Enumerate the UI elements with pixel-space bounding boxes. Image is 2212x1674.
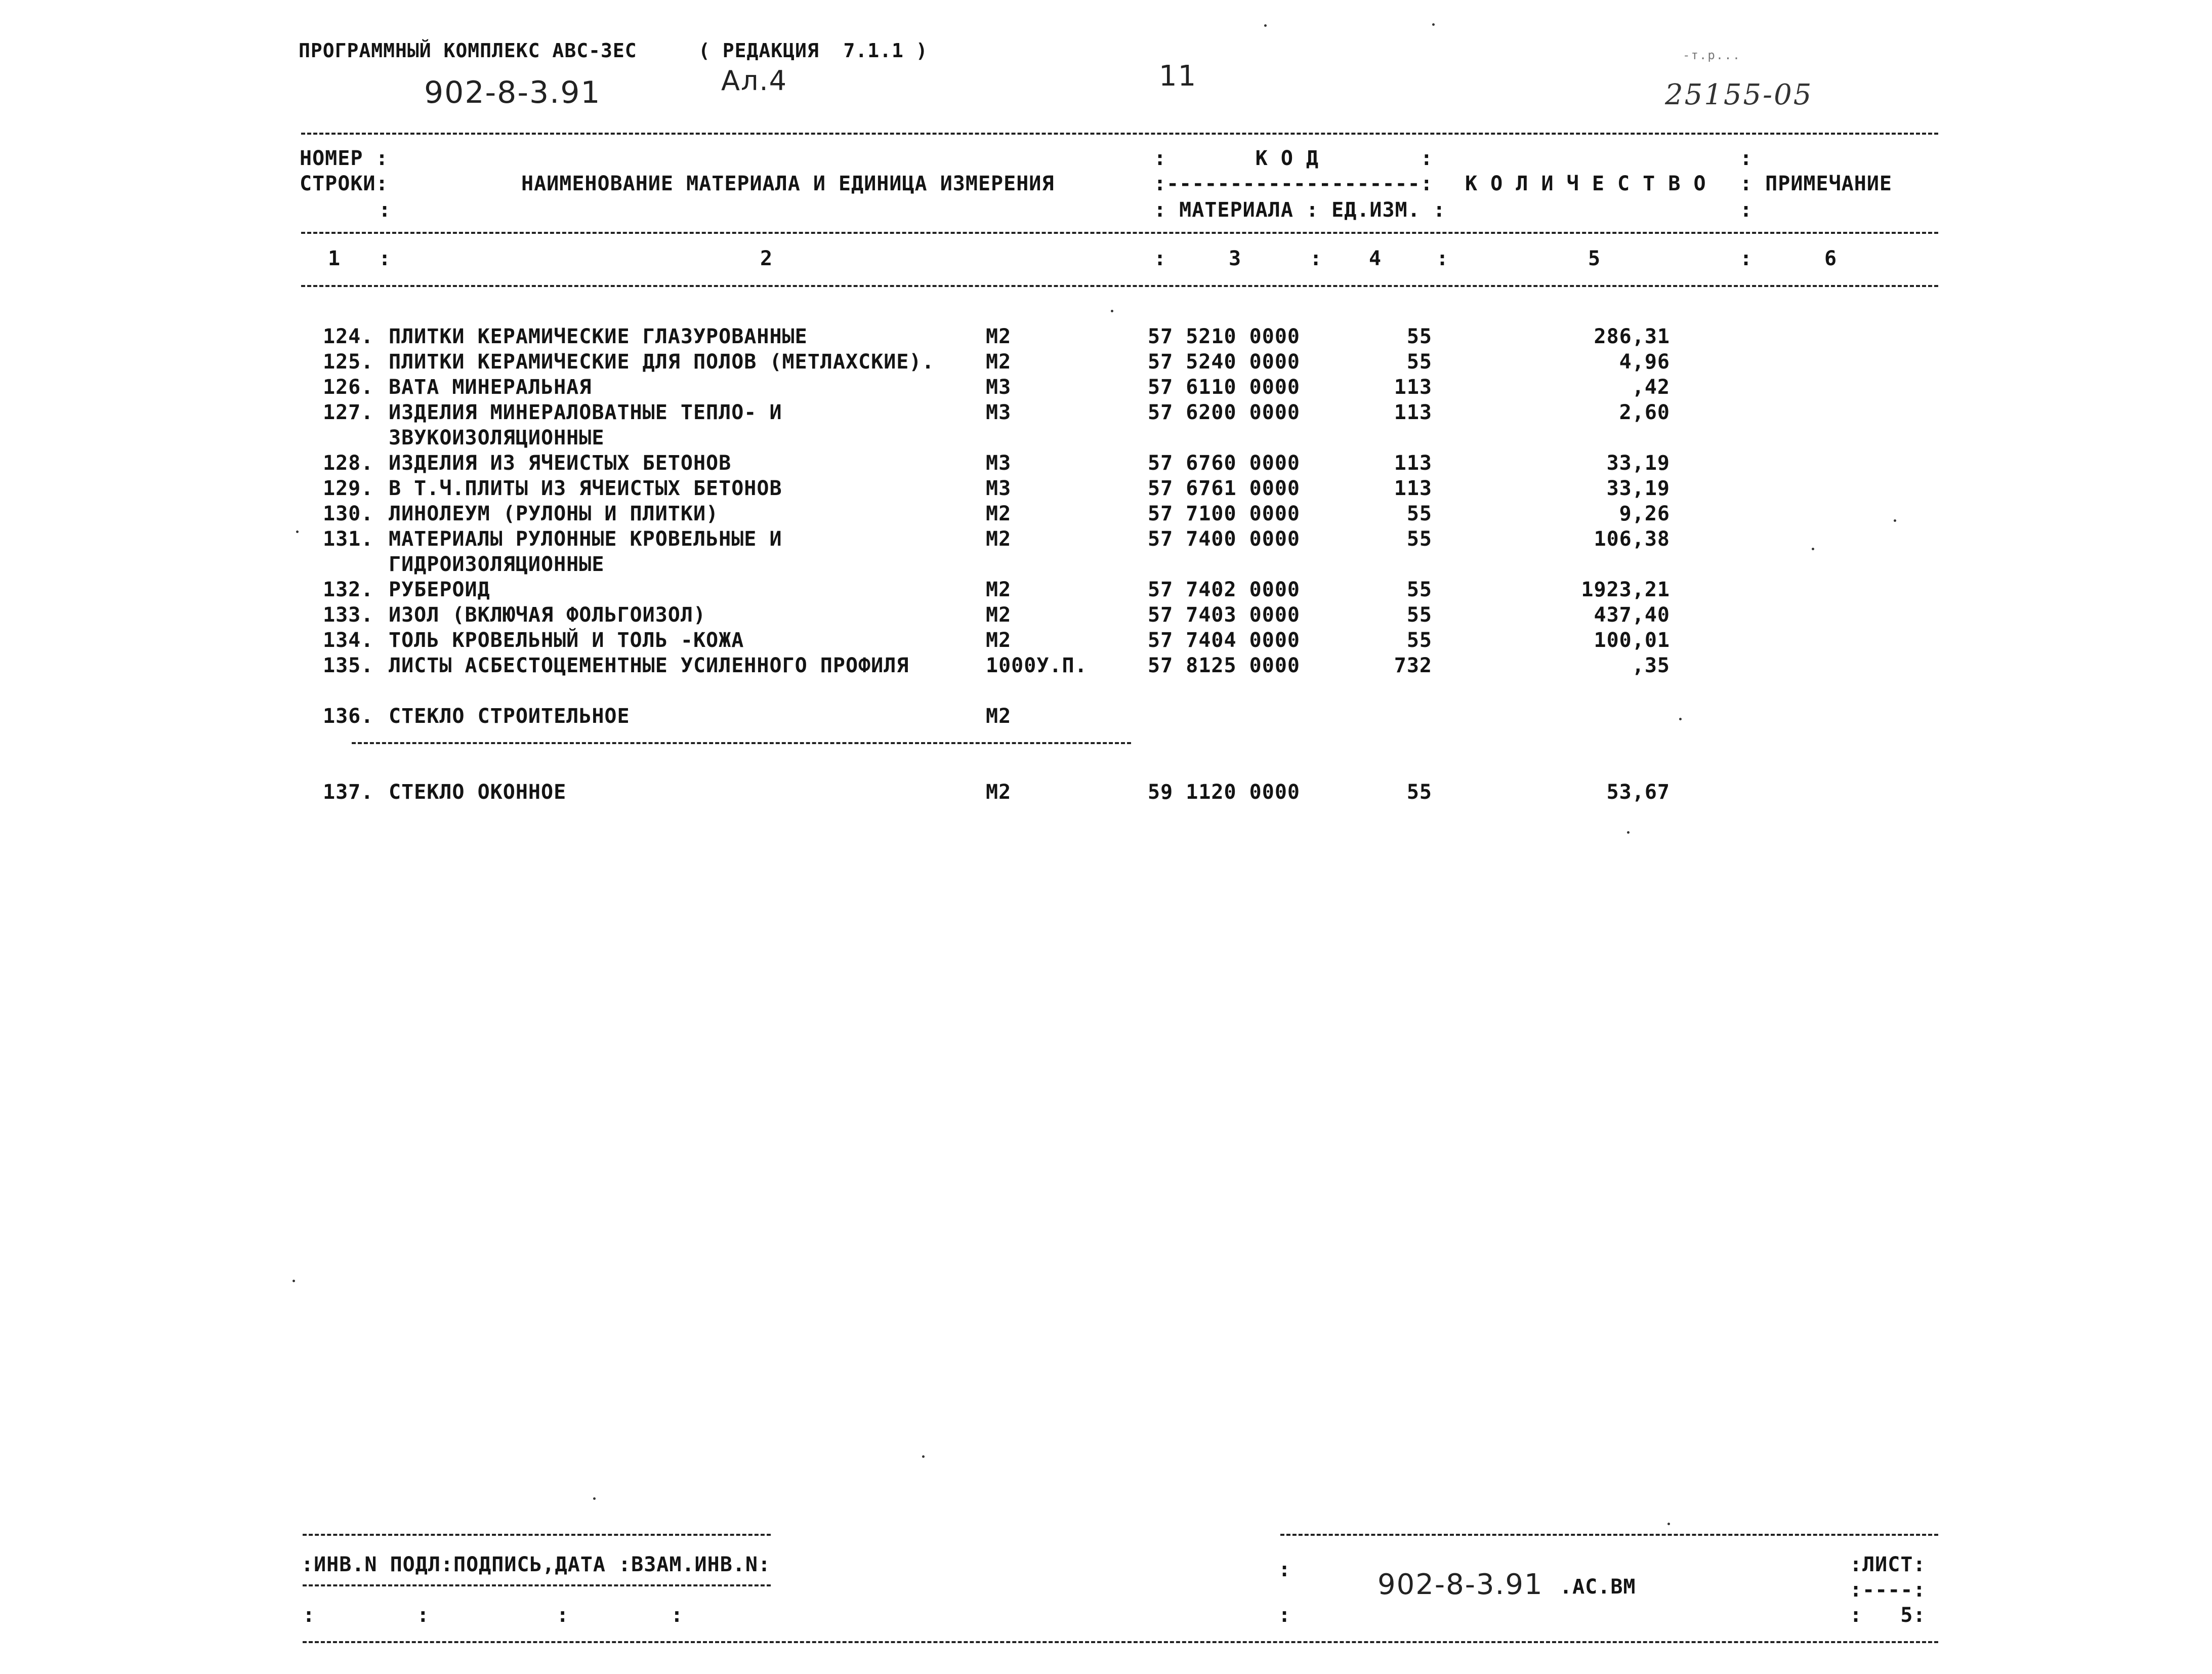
material-name: ГИДРОИЗОЛЯЦИОННЫЕ <box>389 553 605 576</box>
handwritten-album: Ал.4 <box>721 65 787 97</box>
row-number: 125. <box>323 350 374 374</box>
corner-mark: -т.р... <box>1683 48 1741 62</box>
quantity-value: 437,40 <box>1594 603 1670 627</box>
col-number-6: 6 <box>1824 247 1838 270</box>
footer-inventory-values: : : : : <box>303 1604 684 1627</box>
material-name: ВАТА МИНЕРАЛЬНАЯ <box>389 376 592 399</box>
unit-of-measure: М2 <box>986 325 1012 348</box>
note-column-title: : ПРИМЕЧАНИЕ <box>1740 172 1892 195</box>
col-number-3: 3 <box>1229 247 1242 270</box>
name-column-title: НАИМЕНОВАНИЕ МАТЕРИАЛА И ЕДИНИЦА ИЗМЕРЕНИЯ <box>521 172 1055 195</box>
footer-right-top-rule <box>1280 1534 1938 1536</box>
material-name: ПЛИТКИ КЕРАМИЧЕСКИЕ ДЛЯ ПОЛОВ (МЕТЛАХСКИЕ). <box>389 350 935 374</box>
row-number-label-1: НОМЕР : <box>300 147 389 170</box>
footer-sheet-divider: :----: <box>1850 1578 1926 1602</box>
note-colon-bottom: : <box>1740 198 1753 222</box>
scan-speck <box>1812 548 1814 550</box>
scan-speck <box>1679 718 1682 720</box>
col-sep: : <box>1740 247 1753 270</box>
material-name: ИЗДЕЛИЯ МИНЕРАЛОВАТНЫЕ ТЕПЛО- И <box>389 401 782 424</box>
footer-sheet-value: : 5: <box>1850 1604 1926 1627</box>
header-top-rule <box>301 133 1938 135</box>
material-code: 57 5240 0000 <box>1148 350 1300 374</box>
material-name: СТЕКЛО СТРОИТЕЛЬНОЕ <box>389 705 630 728</box>
code-column-divider: :--------------------: <box>1154 172 1433 195</box>
unit-of-measure: М3 <box>986 452 1012 475</box>
col-number-5: 5 <box>1588 247 1601 270</box>
footer-left-mid-rule <box>303 1584 771 1586</box>
material-code: 57 6200 0000 <box>1148 401 1300 424</box>
handwritten-page-number: 11 <box>1159 60 1197 93</box>
unit-code: 55 <box>1406 629 1432 652</box>
row-number: 128. <box>323 452 374 475</box>
quantity-value: 2,60 <box>1619 401 1670 424</box>
row-number: 127. <box>323 401 374 424</box>
material-name: СТЕКЛО ОКОННОЕ <box>389 781 567 804</box>
material-code: 57 5210 0000 <box>1148 325 1300 348</box>
row-number: 135. <box>323 654 374 677</box>
unit-code: 113 <box>1394 376 1432 399</box>
unit-of-measure: М2 <box>986 350 1012 374</box>
row-number: 131. <box>323 527 374 551</box>
footer-doc-code-suffix: .АС.ВМ <box>1560 1575 1636 1599</box>
unit-code: 55 <box>1406 781 1432 804</box>
handwritten-stamp-number: 25155-05 <box>1665 78 1813 111</box>
row-number: 124. <box>323 325 374 348</box>
quantity-column-title: К О Л И Ч Е С Т В О <box>1465 172 1706 195</box>
scan-speck <box>1264 24 1267 27</box>
col-sep: : <box>1310 247 1323 270</box>
material-code: 57 8125 0000 <box>1148 654 1300 677</box>
scan-speck <box>1667 1523 1670 1525</box>
header-bottom-rule <box>301 285 1938 287</box>
unit-code: 55 <box>1406 502 1432 525</box>
edition-label: ( РЕДАКЦИЯ 7.1.1 ) <box>698 39 928 62</box>
row-number-label-3: : <box>379 198 392 222</box>
footer-sheet-label: :ЛИСТ: <box>1850 1553 1926 1576</box>
material-code: 57 6110 0000 <box>1148 376 1300 399</box>
quantity-value: 286,31 <box>1594 325 1670 348</box>
unit-of-measure: М2 <box>986 502 1012 525</box>
material-name: РУБЕРОИД <box>389 578 490 601</box>
footer-colon-a: : <box>1278 1558 1291 1581</box>
footer-bottom-rule <box>303 1641 1938 1643</box>
material-name: МАТЕРИАЛЫ РУЛОННЫЕ КРОВЕЛЬНЫЕ И <box>389 527 782 551</box>
quantity-value: 4,96 <box>1619 350 1670 374</box>
material-code: 57 7402 0000 <box>1148 578 1300 601</box>
material-code: 57 7403 0000 <box>1148 603 1300 627</box>
row-number: 134. <box>323 629 374 652</box>
unit-code: 113 <box>1394 401 1432 424</box>
unit-code: 55 <box>1406 527 1432 551</box>
material-name: ЛИСТЫ АСБЕСТОЦЕМЕНТНЫЕ УСИЛЕННОГО ПРОФИЛЯ <box>389 654 909 677</box>
footer-inventory-labels: :ИНВ.N ПОДЛ:ПОДПИСЬ,ДАТА :ВЗАМ.ИНВ.N: <box>301 1553 771 1576</box>
scan-speck <box>1111 310 1113 312</box>
material-name: ИЗОЛ (ВКЛЮЧАЯ ФОЛЬГОИЗОЛ) <box>389 603 706 627</box>
note-colon-top: : <box>1740 147 1753 170</box>
col-number-1: 1 <box>328 247 341 270</box>
col-sep: : <box>379 247 392 270</box>
scan-speck <box>296 530 299 533</box>
footer-left-top-rule <box>303 1534 771 1536</box>
section-divider-rule <box>352 742 1131 744</box>
scan-speck <box>1894 519 1896 522</box>
row-number: 132. <box>323 578 374 601</box>
code-column-subtitle: : МАТЕРИАЛА : ЕД.ИЗМ. : <box>1154 198 1446 222</box>
handwritten-doc-number: 902-8-3.91 <box>424 75 601 110</box>
material-code: 59 1120 0000 <box>1148 781 1300 804</box>
col-number-2: 2 <box>760 247 773 270</box>
col-sep: : <box>1436 247 1449 270</box>
row-number: 136. <box>323 705 374 728</box>
unit-of-measure: М3 <box>986 477 1012 500</box>
quantity-value: 106,38 <box>1594 527 1670 551</box>
unit-of-measure: М2 <box>986 629 1012 652</box>
scan-speck <box>922 1455 925 1458</box>
quantity-value: 100,01 <box>1594 629 1670 652</box>
row-number: 137. <box>323 781 374 804</box>
quantity-value: ,42 <box>1632 376 1670 399</box>
row-number: 126. <box>323 376 374 399</box>
unit-of-measure: М3 <box>986 401 1012 424</box>
col-number-4: 4 <box>1369 247 1382 270</box>
unit-of-measure: М2 <box>986 781 1012 804</box>
material-code: 57 7400 0000 <box>1148 527 1300 551</box>
unit-code: 55 <box>1406 578 1432 601</box>
col-sep: : <box>1154 247 1167 270</box>
unit-of-measure: М2 <box>986 578 1012 601</box>
unit-code: 55 <box>1406 350 1432 374</box>
row-number: 133. <box>323 603 374 627</box>
unit-code: 113 <box>1394 477 1432 500</box>
footer-doc-code-handwritten: 902-8-3.91 <box>1378 1568 1543 1601</box>
program-title: ПРОГРАММНЫЙ КОМПЛЕКС АВС-3ЕС <box>299 39 637 62</box>
unit-code: 55 <box>1406 325 1432 348</box>
unit-of-measure: М2 <box>986 603 1012 627</box>
material-code: 57 6760 0000 <box>1148 452 1300 475</box>
material-name: ТОЛЬ КРОВЕЛЬНЫЙ И ТОЛЬ -КОЖА <box>389 629 744 652</box>
material-name: ИЗДЕЛИЯ ИЗ ЯЧЕИСТЫХ БЕТОНОВ <box>389 452 732 475</box>
material-name: ЛИНОЛЕУМ (РУЛОНЫ И ПЛИТКИ) <box>389 502 719 525</box>
quantity-value: 53,67 <box>1606 781 1670 804</box>
unit-of-measure: 1000У.П. <box>986 654 1088 677</box>
material-name: ПЛИТКИ КЕРАМИЧЕСКИЕ ГЛАЗУРОВАННЫЕ <box>389 325 808 348</box>
quantity-value: 1923,21 <box>1581 578 1670 601</box>
header-mid-rule <box>301 232 1938 234</box>
quantity-value: 9,26 <box>1619 502 1670 525</box>
unit-of-measure: М3 <box>986 376 1012 399</box>
unit-of-measure: М2 <box>986 705 1012 728</box>
material-code: 57 7100 0000 <box>1148 502 1300 525</box>
scan-speck <box>1432 23 1435 26</box>
material-name: В Т.Ч.ПЛИТЫ ИЗ ЯЧЕИСТЫХ БЕТОНОВ <box>389 477 782 500</box>
material-code: 57 6761 0000 <box>1148 477 1300 500</box>
footer-colon-b: : <box>1278 1604 1291 1627</box>
scan-speck <box>593 1497 596 1500</box>
row-number-label-2: СТРОКИ: <box>300 172 389 195</box>
code-column-title: : К О Д : <box>1154 147 1433 170</box>
unit-code: 113 <box>1394 452 1432 475</box>
scan-speck <box>1627 831 1630 834</box>
row-number: 130. <box>323 502 374 525</box>
unit-code: 55 <box>1406 603 1432 627</box>
quantity-value: 33,19 <box>1606 477 1670 500</box>
material-code: 57 7404 0000 <box>1148 629 1300 652</box>
unit-of-measure: М2 <box>986 527 1012 551</box>
row-number: 129. <box>323 477 374 500</box>
quantity-value: 33,19 <box>1606 452 1670 475</box>
material-name: ЗВУКОИЗОЛЯЦИОННЫЕ <box>389 426 605 450</box>
unit-code: 732 <box>1394 654 1432 677</box>
scan-speck <box>293 1280 295 1282</box>
quantity-value: ,35 <box>1632 654 1670 677</box>
